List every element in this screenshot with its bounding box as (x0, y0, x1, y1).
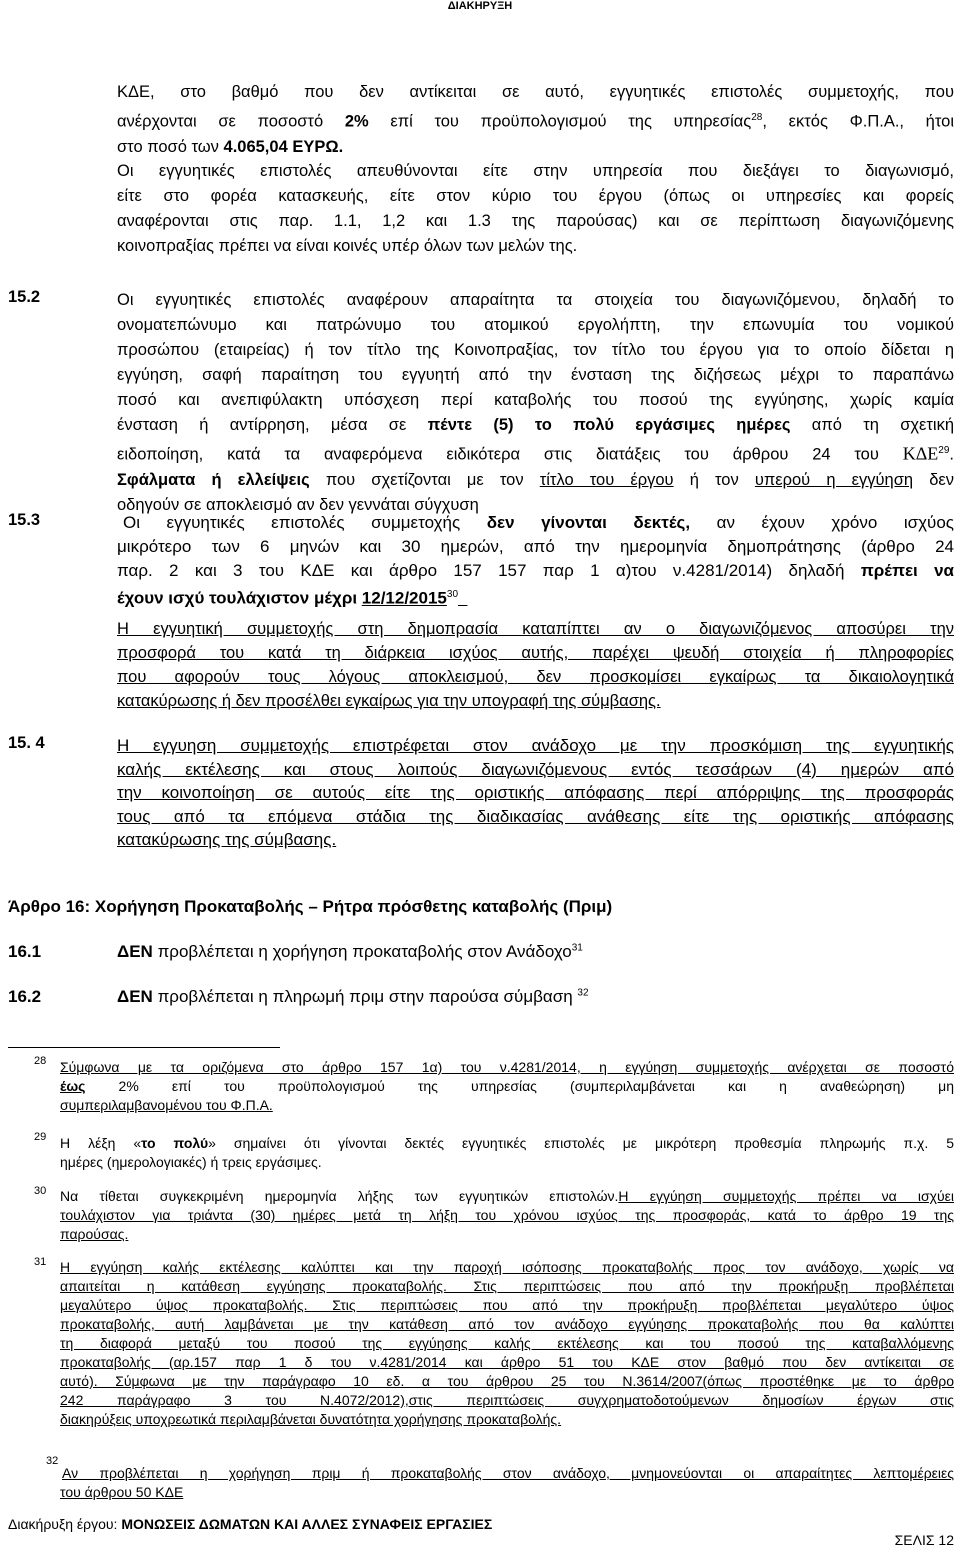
s15-3-line: μικρότερο των 6 μηνών και 30 ημερών, από την ημερομηνία δημοπράτησης (άρθρο 24 (117, 537, 954, 556)
footnote-mark-29: 29 (34, 1131, 47, 1143)
item-16-2-number: 16.2 (8, 987, 42, 1006)
fn28-line: Σύμφωνα με τα οριζόμενα στο άρθρο 157 1α) του ν.4281/2014, η εγγύηση συμμετοχής ανέρχεται σε ποσοστό (60, 1059, 954, 1075)
fn28-line: συμπεριλαμβανομένου του Φ.Π.Α. (60, 1097, 273, 1113)
s15-3-line: έχουν ισχύ τουλάχιστον μέχρι 12/12/2015$^{30}$ (117, 588, 459, 608)
fn29-line: Η λέξη «το πολύ» σημαίνει ότι γίνονται δεκτές εγγυητικές επιστολές με μικρότερη προθεσμία πληρωμής π.χ. 5 (60, 1135, 954, 1151)
fn30-line: Να τίθεται συγκεκριμένη ημερομηνία λήξης των εγγυητικών επιστολών.Η εγγύηση συμμετοχής πρέπει να ισχύει (60, 1188, 954, 1204)
section-15-3-text (117, 511, 954, 611)
section-number-15-4: 15. 4 (8, 734, 45, 752)
s15-4-line: την κοινοποίηση σε αυτούς είτε της οριστικής απόφασης περί απόρριψης της προσφοράς (117, 783, 954, 802)
item-16-2-text: ΔΕΝ προβλέπεται η πληρωμή πριμ στην παρούσα σύμβαση $^{32}$ (117, 987, 589, 1006)
footnote-30 (60, 1187, 954, 1244)
fn31-line: προκαταβολής (αρ.157 παρ 1 δ του ν.4281/2014 και άρθρο 51 του ΚΔΕ στον βαθμό που δεν αντίκειται σε (60, 1354, 954, 1370)
s15-3-line: παρ. 2 και 3 του ΚΔΕ και άρθρο 157 157 παρ 1 α)του ν.4281/2014) δηλαδή πρέπει να (117, 561, 954, 580)
s15-2-line: Σφάλματα ή ελλείψεις που σχετίζονται με τον τίτλο του έργου ή τον υπερού η εγγύηση δεν (117, 470, 954, 489)
s15-4-line: κατακύρωσης της σύμβασης. (117, 830, 337, 849)
section-15-4-text (117, 734, 954, 852)
s15-2-line: ειδοποίηση, κατά τα αναφερόμενα ειδικότερα στις διατάξεις του άρθρου 24 του ΚΔΕ$^{29}$. (117, 443, 954, 464)
fn31-line: διακηρύξεις υποχρεωτικά περιλαμβάνεται δυνατότητα χορήγησης προκαταβολής. (60, 1411, 562, 1427)
s15-3-p2-line: που αφορούν τους λόγους αποκλεισμού, δεν προσκομίσει εγκαίρως τα δικαιολογητικά (117, 668, 954, 686)
intro-paragraph-1 (117, 80, 954, 160)
intro-line-1: ΚΔΕ, στο βαθμό που δεν αντίκειται σε αυτό, εγγυητικές επιστολές συμμετοχής, που (117, 83, 954, 101)
s15-2-line: οδηγούν σε αποκλεισμό αν δεν γεννάται σύγχυση (117, 495, 479, 514)
document-header: ΔΙΑΚΗΡΥΞΗ (447, 0, 513, 12)
intro-p2-line: είτε στο φορέα κατασκευής, είτε στον κύριο του έργου (όπως οι υπηρεσίες και φορείς (117, 187, 954, 205)
footnote-mark-31: 31 (34, 1256, 47, 1268)
footnote-mark-28: 28 (34, 1055, 47, 1067)
fn31-line: τη διαφορά μεταξύ του ποσού της εγγύησης καλής εκτέλεσης και του ποσού της καταβαλλόμενης (60, 1335, 954, 1351)
fn31-line: μεγαλύτερο ύψος προκαταβολής. Στις περιπτώσεις που από την προκήρυξη προβλέπεται μεγαλύτερο ύψος (60, 1297, 954, 1313)
footnote-32 (60, 1464, 954, 1502)
s15-4-line: τους από τα επόμενα στάδια της διαδικασίας ανάθεσης είτε της οριστικής απόφασης (117, 806, 954, 826)
s15-3-line: Οι εγγυητικές επιστολές συμμετοχής δεν γίνονται δεκτές, αν έχουν χρόνο ισχύος (123, 513, 954, 532)
footnote-31 (60, 1258, 954, 1429)
intro-line-2: ανέρχονται σε ποσοστό 2% επί του προϋπολογισμού της υπηρεσίας$^{28}$, εκτός Φ.Π.Α., ήτοι (117, 112, 954, 131)
fn31-line: προκαταβολής, αυτή λαμβάνεται με την κατάθεση από τον ανάδοχο εγγύησης προκαταβολής που θα καλύπτει (60, 1316, 954, 1332)
page-footer (8, 1516, 492, 1532)
fn32-line: Αν προβλέπεται η χορήγηση πριμ ή προκαταβολής στον ανάδοχο, μνημονεύονται οι απαραίτητες λεπτομέρειες (62, 1465, 954, 1481)
s15-3-p2-line: Η εγγυητική συμμετοχής στη δημοπρασία καταπίπτει αν ο διαγωνιζόμενος αποσύρει την (117, 620, 954, 638)
intro-p2-line: αναφέρονται στις παρ. 1.1, 1,2 και 1.3 της παρούσας) και σε περίπτωση διαγωνιζόμενης (117, 212, 954, 230)
fn29-line: ημέρες (ημερολογιακές) ή τρεις εργάσιμες. (60, 1154, 322, 1170)
section-15-3-forfeit-paragraph (117, 617, 954, 713)
intro-line-3: στο ποσό των 4.065,04 ΕΥΡΩ. (117, 137, 344, 156)
fn31-line: αυτό). Σύμφωνα με την παράγραφο 10 εδ. α του άρθρου 25 του Ν.3614/2007(όπως προστέθηκε με το άρθρο (60, 1373, 954, 1389)
footer-project: ΜΟΝΩΣΕΙΣ ΔΩΜΑΤΩΝ ΚΑΙ ΑΛΛΕΣ ΣΥΝΑΦΕΙΣ ΕΡΓΑΣΙΕΣ (121, 1516, 493, 1532)
section-15-2-text (117, 288, 954, 518)
fn30-line: τουλάχιστον για τριάντα (30) ημέρες μετά τη λήξη του χρόνου ισχύος της προσφοράς, κατά το άρθρο 19 της (60, 1207, 954, 1223)
s15-4-line: καλής εκτέλεσης και στους λοιπούς διαγωνιζόμενους εντός τεσσάρων (4) ημερών από (117, 759, 954, 779)
footnote-29 (60, 1134, 954, 1172)
fn31-line: Η εγγύηση καλής εκτέλεσης καλύπτει και την παροχή ισόποσης προκαταβολής προς τον ανάδοχο, χωρίς να (60, 1259, 954, 1275)
s15-2-line: ποσό και ανεπιφύλακτη υπόσχεση περί καταβολής του ποσού της εγγύησης, χωρίς καμία (117, 391, 954, 409)
section-number-15-3: 15.3 (8, 511, 41, 529)
section-number-15-2: 15.2 (8, 288, 41, 306)
s15-4-line: Η εγγυηση συμμετοχής επιστρέφεται στον ανάδοχο με την προσκόμιση της εγγυητικής (117, 736, 954, 755)
item-16-1-text: ΔΕΝ προβλέπεται η χορήγηση προκαταβολής στον Ανάδοχο$^{31}$ (117, 942, 583, 961)
s15-2-line: ονοματεπώνυμο και πατρώνυμο του ατομικού εργολήπτη, την επωνυμία του νομικού (117, 316, 954, 334)
s15-2-line: προσώπου (εταιρείας) ή τον τίτλο της Κοινοπραξίας, τον τίτλο του έργου για το οποίο δίδεται η (117, 341, 954, 359)
fn28-line: έως 2% επί του προϋπολογισμού της υπηρεσίας (συμπεριλαμβάνεται και η αναθεώρηση) μη (60, 1078, 954, 1094)
page-number: ΣΕΛΙΣ 12 (894, 1532, 954, 1548)
s15-2-line: εγγύηση, σαφή παραίτηση του εγγυητή από την ένσταση της διζήσεως μέχρι το παραπάνω (117, 366, 954, 384)
item-16-1-number: 16.1 (8, 942, 42, 961)
fn30-line: παρούσας. (60, 1226, 129, 1242)
footer-label: Διακήρυξη έργου: (8, 1516, 122, 1532)
fn31-line: απαιτείται η κατάθεση εγγύησης προκαταβολής. Στις περιπτώσεις που από την προκήρυξη προβλέπεται (60, 1278, 954, 1294)
intro-p2-line: κοινοπραξίας πρέπει να είναι κοινές υπέρ όλων των μελών της. (117, 237, 578, 255)
footnote-28 (60, 1058, 954, 1115)
s15-2-line: Οι εγγυητικές επιστολές αναφέρουν απαραίτητα τα στοιχεία του διαγωνιζόμενου, δηλαδή το (117, 291, 954, 309)
s15-3-p2-line: κατακύρωσης ή δεν προσέλθει εγκαίρως για την υπογραφή της σύμβασης. (117, 692, 661, 710)
footnote-separator (8, 1047, 280, 1048)
fn32-line: του άρθρου 50 ΚΔΕ (60, 1484, 184, 1500)
footnote-mark-32: 32 (46, 1455, 59, 1467)
s15-2-line: ένσταση ή αντίρρηση, μέσα σε πέντε (5) το πολύ εργάσιμες ημέρες από τη σχετική (117, 416, 955, 434)
intro-paragraph-2 (117, 159, 954, 259)
intro-p2-line: Οι εγγυητικές επιστολές απευθύνονται είτε στην υπηρεσία που διεξάγει το διαγωνισμό, (117, 162, 954, 180)
fn31-line: 242 παράγραφο 3 του Ν.4072/2012),στις περιπτώσεις συγχρηματοδοτούμενων δημοσίων έργων στις (60, 1392, 954, 1408)
s15-3-p2-line: προσφορά του κατά τη διάρκεια ισχύος αυτής, παρέχει ψευδή στοιχεία ή πληροφορίες (117, 644, 954, 662)
article-16-title: Άρθρο 16: Χορήγηση Προκαταβολής – Ρήτρα πρόσθετης καταβολής (Πριμ) (8, 897, 613, 916)
footnote-mark-30: 30 (34, 1185, 47, 1197)
